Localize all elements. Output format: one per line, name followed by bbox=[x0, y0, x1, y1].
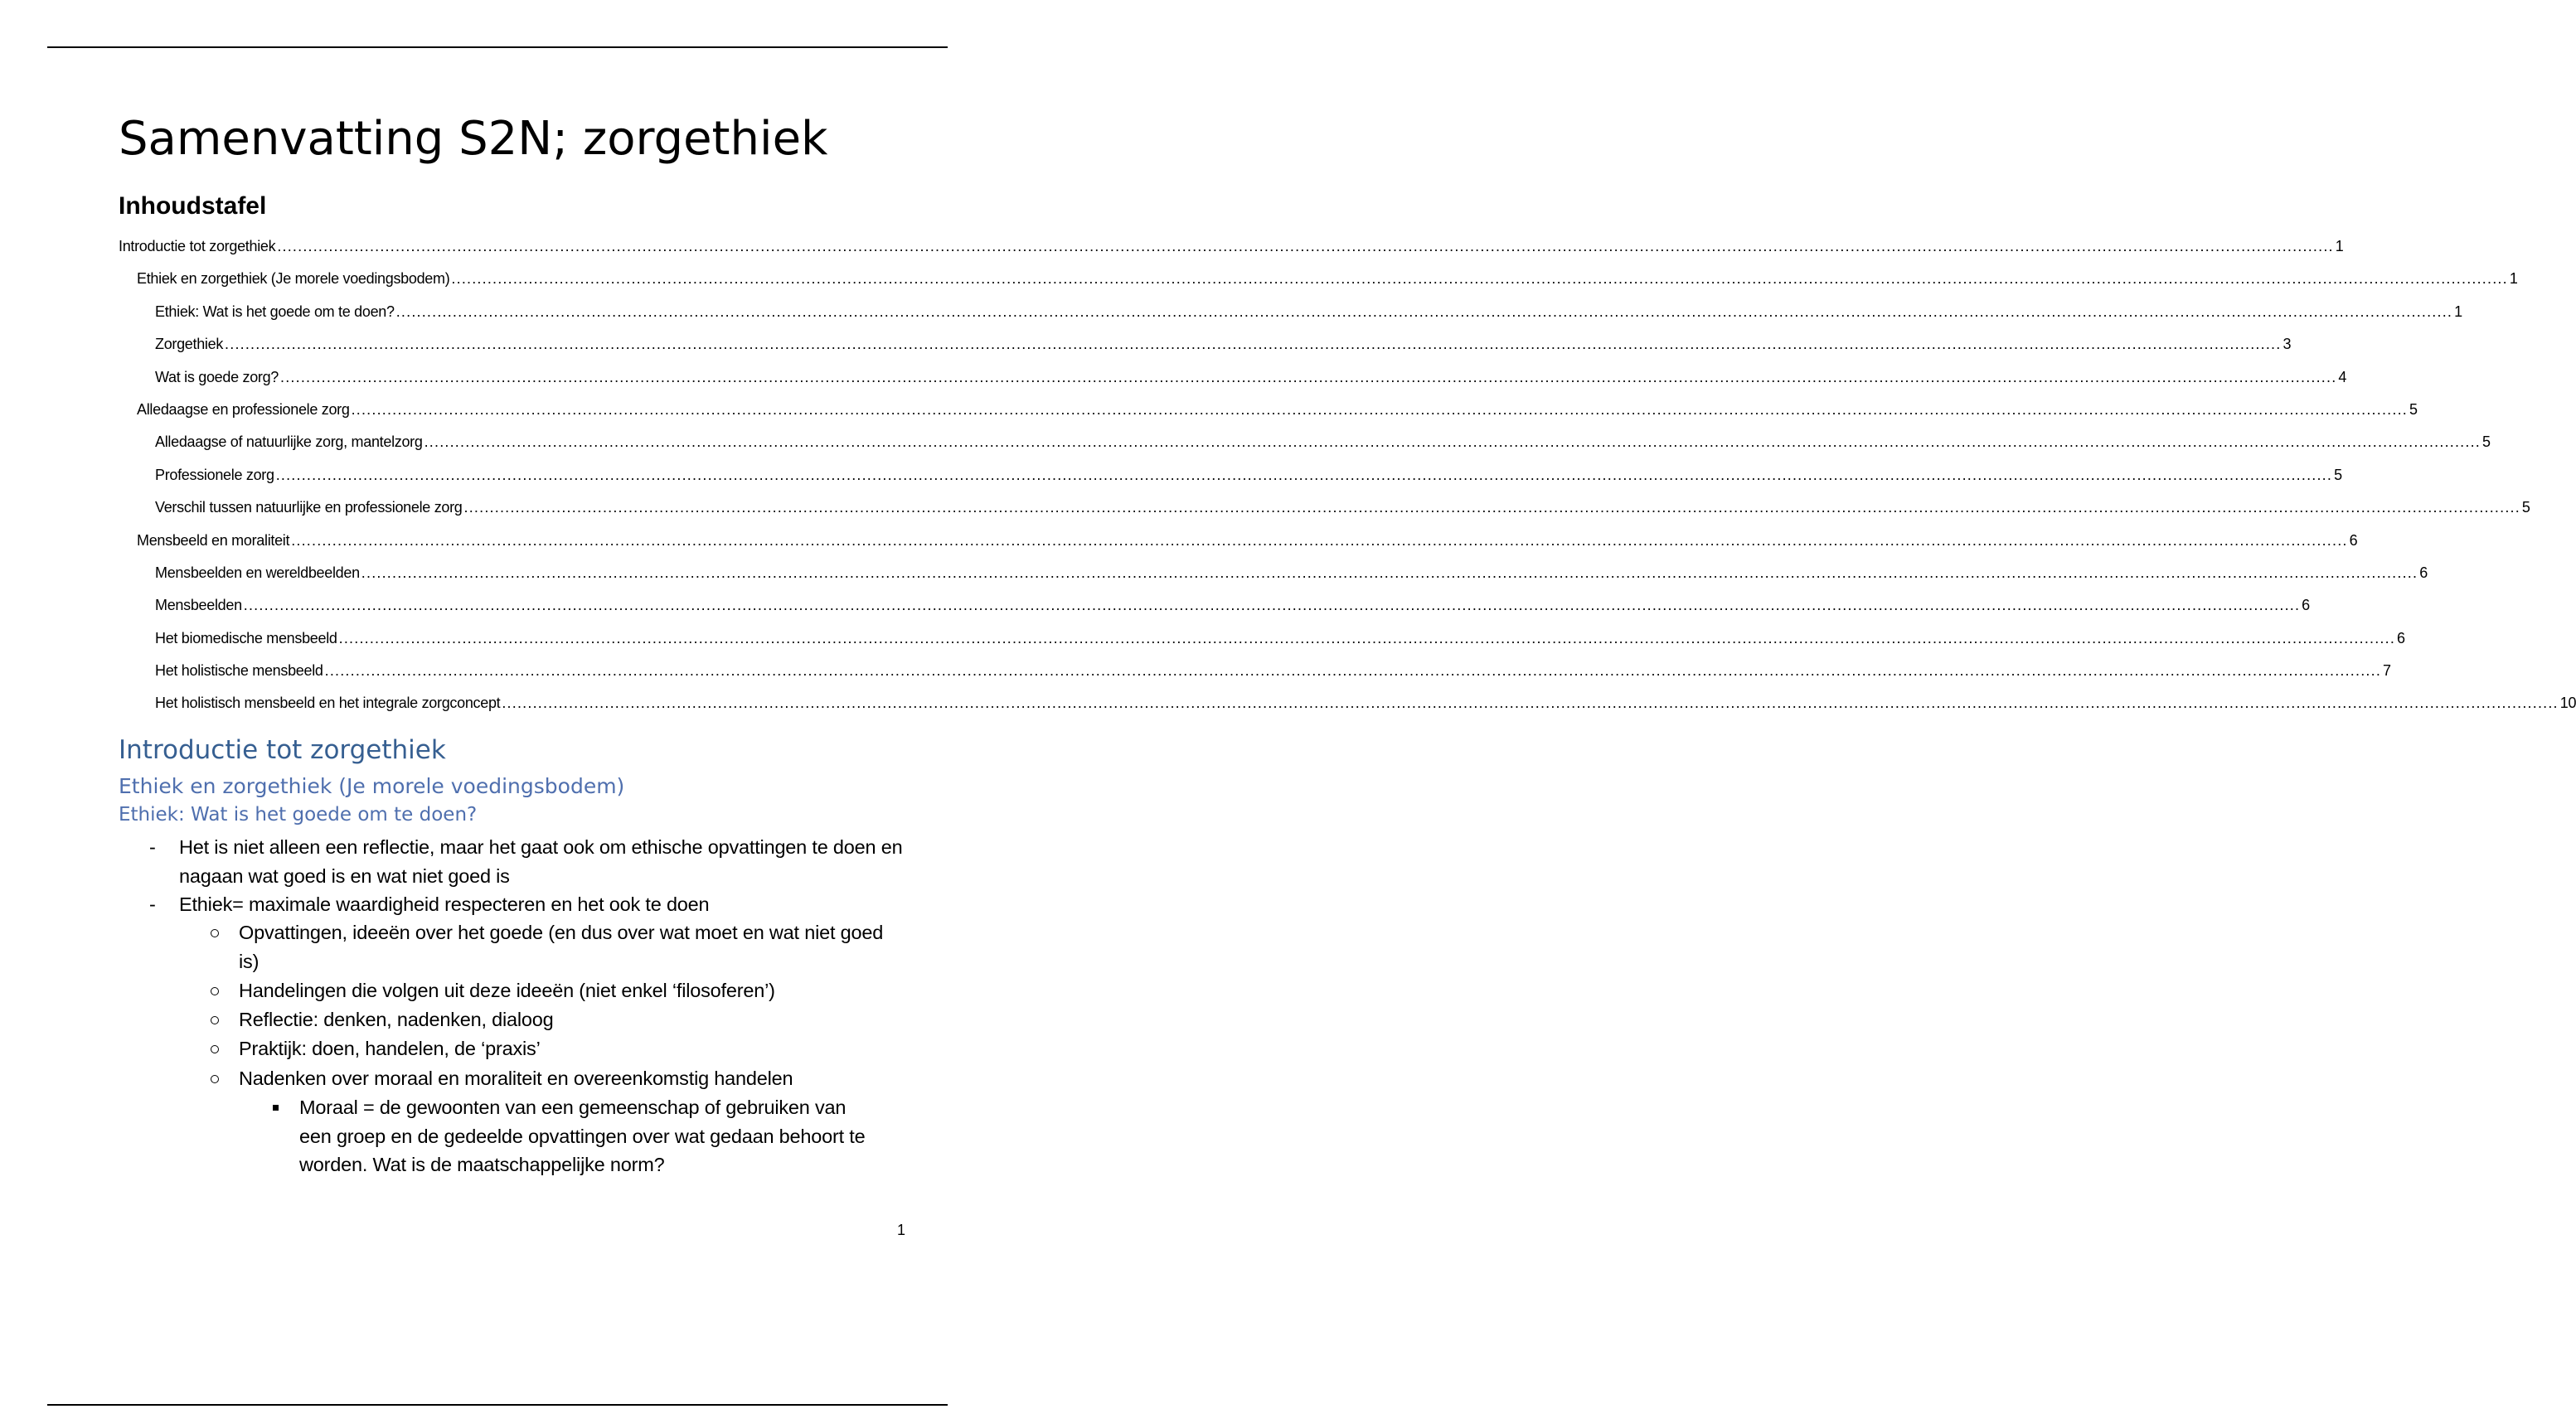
toc-entry-page: 6 bbox=[2349, 531, 2358, 549]
dash-bullet-icon: - bbox=[149, 836, 156, 858]
list-item bbox=[239, 1064, 902, 1093]
list-item-text: Ethiek= maximale waardigheid respecteren en het ook te doen bbox=[179, 893, 710, 915]
toc-leader: ................................................................................................................................................................................................................................................................................................................................................................................................................ bbox=[424, 433, 2481, 451]
list-item bbox=[239, 1034, 902, 1063]
page-number: 1 bbox=[896, 1222, 905, 1238]
toc-entry-label: Het holistische mensbeeld bbox=[155, 662, 323, 680]
toc-entry-page: 5 bbox=[2409, 400, 2418, 418]
toc-entry-label: Mensbeeld en moraliteit bbox=[137, 531, 290, 549]
toc-leader: ................................................................................................................................................................................................................................................................................................................................................................................................................ bbox=[324, 662, 2382, 680]
toc-entry-label: Professionele zorg bbox=[155, 466, 274, 483]
toc-heading: Inhoudstafel bbox=[119, 192, 267, 220]
toc-entry-page: 6 bbox=[2419, 564, 2428, 581]
toc-entry[interactable] bbox=[119, 695, 2576, 727]
toc-entry[interactable] bbox=[119, 499, 2530, 531]
list-item bbox=[239, 976, 902, 1005]
circle-bullet-icon bbox=[211, 1075, 219, 1083]
toc-entry-label: Ethiek: Wat is het goede om te doen? bbox=[155, 303, 395, 320]
toc-entry-label: Mensbeelden en wereldbeelden bbox=[155, 564, 360, 581]
toc-leader: ................................................................................................................................................................................................................................................................................................................................................................................................................ bbox=[395, 303, 2453, 320]
list-item-text: Praktijk: doen, handelen, de ‘praxis’ bbox=[239, 1038, 541, 1059]
toc-entry[interactable] bbox=[119, 629, 2405, 662]
table-of-contents bbox=[119, 238, 2576, 728]
toc-entry[interactable] bbox=[119, 466, 2342, 499]
list-item-text: Het is niet alleen een reflectie, maar het gaat ook om ethische opvattingen te doen en nagaan wat goed is en wat niet goed is bbox=[179, 836, 903, 887]
toc-entry-page: 6 bbox=[2302, 597, 2310, 614]
toc-leader: ................................................................................................................................................................................................................................................................................................................................................................................................................ bbox=[451, 270, 2508, 288]
list-item bbox=[149, 833, 909, 890]
section-heading-1: Introductie tot zorgethiek bbox=[119, 735, 446, 765]
list-item bbox=[239, 918, 885, 976]
toc-entry-page: 5 bbox=[2521, 499, 2530, 516]
toc-entry-label: Alledaagse of natuurlijke zorg, mantelzorg bbox=[155, 433, 423, 451]
toc-entry[interactable] bbox=[119, 400, 2418, 433]
toc-leader: ................................................................................................................................................................................................................................................................................................................................................................................................................ bbox=[225, 336, 2282, 353]
toc-entry-label: Wat is goede zorg? bbox=[155, 368, 279, 385]
section-heading-2: Ethiek en zorgethiek (Je morele voedingsbodem) bbox=[119, 774, 625, 798]
toc-leader: ................................................................................................................................................................................................................................................................................................................................................................................................................ bbox=[275, 466, 2333, 483]
circle-bullet-icon bbox=[211, 1045, 219, 1053]
toc-entry[interactable] bbox=[119, 336, 2292, 368]
toc-leader: ................................................................................................................................................................................................................................................................................................................................................................................................................ bbox=[280, 368, 2337, 385]
dash-bullet-icon: - bbox=[149, 893, 156, 915]
toc-entry-label: Verschil tussen natuurlijke en professionele zorg bbox=[155, 499, 463, 516]
toc-entry-label: Ethiek en zorgethiek (Je morele voedingsbodem) bbox=[137, 270, 450, 288]
list-item bbox=[239, 1005, 902, 1034]
toc-entry-page: 4 bbox=[2338, 368, 2347, 385]
list-item-text: Handelingen die volgen uit deze ideeën (niet enkel ‘filosoferen’) bbox=[239, 980, 775, 1001]
toc-entry[interactable] bbox=[119, 368, 2347, 401]
list-item-text: Nadenken over moraal en moraliteit en overeenkomstig handelen bbox=[239, 1068, 793, 1089]
toc-entry[interactable] bbox=[119, 303, 2462, 336]
toc-entry-page: 1 bbox=[2335, 238, 2344, 254]
toc-entry-page: 10 bbox=[2559, 695, 2576, 712]
toc-entry-page: 5 bbox=[2334, 466, 2342, 483]
toc-entry-label: Het biomedische mensbeeld bbox=[155, 629, 337, 646]
toc-leader: ................................................................................................................................................................................................................................................................................................................................................................................................................ bbox=[277, 238, 2334, 254]
toc-leader: ................................................................................................................................................................................................................................................................................................................................................................................................................ bbox=[351, 400, 2408, 418]
document-title: Samenvatting S2N; zorgethiek bbox=[119, 112, 828, 166]
toc-entry[interactable] bbox=[119, 270, 2518, 303]
toc-entry[interactable] bbox=[119, 238, 2344, 270]
list-item bbox=[299, 1093, 880, 1179]
header-rule bbox=[47, 46, 948, 48]
toc-entry-page: 1 bbox=[2509, 270, 2518, 288]
circle-bullet-icon bbox=[211, 987, 219, 995]
footer-rule bbox=[47, 1404, 948, 1406]
list-item bbox=[149, 890, 909, 919]
toc-entry-label: Zorgethiek bbox=[155, 336, 224, 353]
toc-leader: ................................................................................................................................................................................................................................................................................................................................................................................................................ bbox=[502, 695, 2559, 712]
toc-entry-label: Het holistisch mensbeeld en het integrale zorgconcept bbox=[155, 695, 501, 712]
toc-leader: ................................................................................................................................................................................................................................................................................................................................................................................................................ bbox=[338, 629, 2396, 646]
section-heading-3: Ethiek: Wat is het goede om te doen? bbox=[119, 804, 478, 826]
square-bullet-icon bbox=[273, 1105, 279, 1111]
toc-entry[interactable] bbox=[119, 433, 2491, 466]
toc-leader: ................................................................................................................................................................................................................................................................................................................................................................................................................ bbox=[361, 564, 2418, 581]
circle-bullet-icon bbox=[211, 1016, 219, 1024]
toc-entry[interactable] bbox=[119, 531, 2358, 564]
toc-entry[interactable] bbox=[119, 662, 2391, 695]
list-item-text: Opvattingen, ideeën over het goede (en dus over wat moet en wat niet goed is) bbox=[239, 922, 884, 972]
toc-leader: ................................................................................................................................................................................................................................................................................................................................................................................................................ bbox=[463, 499, 2520, 516]
toc-entry-label: Mensbeelden bbox=[155, 597, 242, 614]
toc-entry-label: Introductie tot zorgethiek bbox=[119, 238, 276, 254]
toc-entry[interactable] bbox=[119, 597, 2310, 629]
toc-entry-page: 5 bbox=[2481, 433, 2491, 451]
toc-entry-page: 1 bbox=[2454, 303, 2462, 320]
toc-entry-page: 3 bbox=[2283, 336, 2292, 353]
toc-entry-label: Alledaagse en professionele zorg bbox=[137, 400, 350, 418]
toc-entry-page: 7 bbox=[2383, 662, 2391, 680]
toc-entry-page: 6 bbox=[2397, 629, 2405, 646]
toc-leader: ................................................................................................................................................................................................................................................................................................................................................................................................................ bbox=[243, 597, 2301, 614]
circle-bullet-icon bbox=[211, 929, 219, 937]
toc-entry[interactable] bbox=[119, 564, 2428, 597]
list-item-text: Moraal = de gewoonten van een gemeenschap of gebruiken van een groep en de gedeelde opvattingen over wat gedaan behoort te worden. Wat is de maatschappelijke norm? bbox=[299, 1097, 866, 1176]
toc-leader: ................................................................................................................................................................................................................................................................................................................................................................................................................ bbox=[291, 531, 2348, 549]
list-item-text: Reflectie: denken, nadenken, dialoog bbox=[239, 1009, 554, 1030]
